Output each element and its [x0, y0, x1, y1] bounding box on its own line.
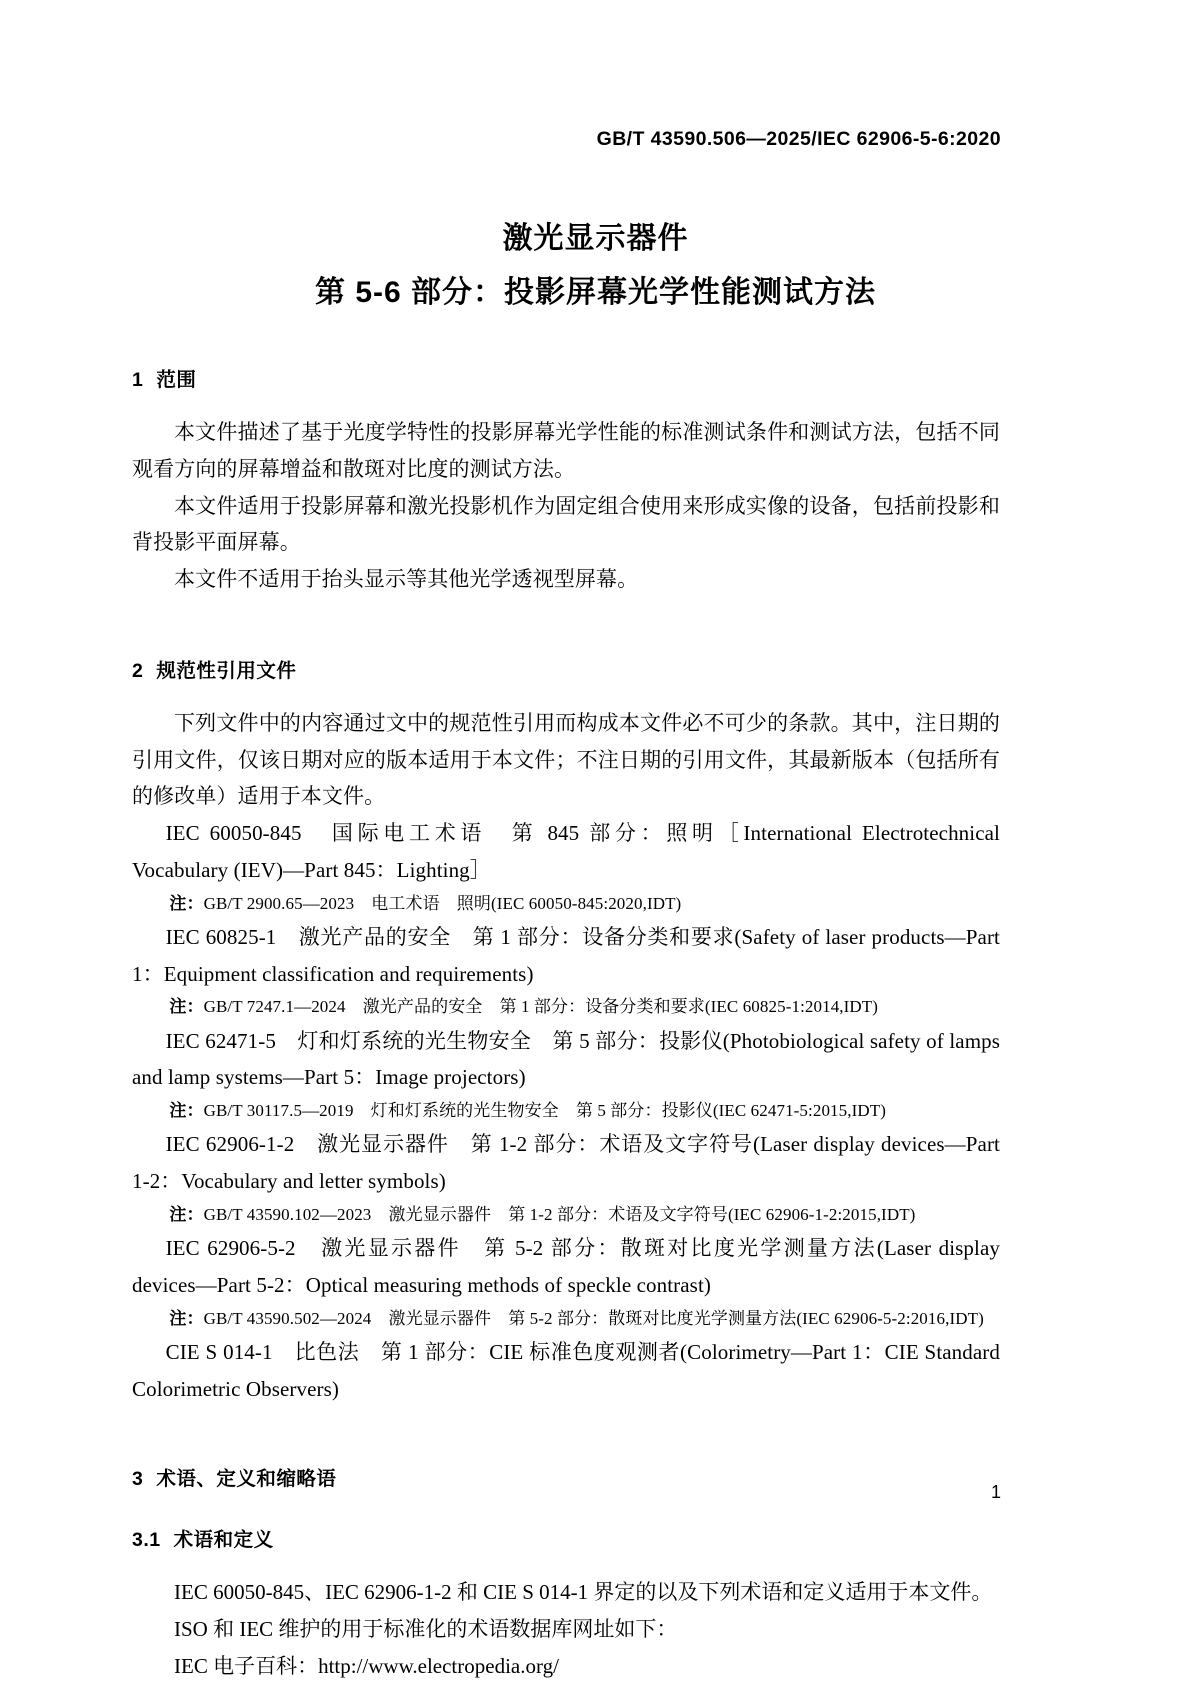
document-title-part: 第 5-6 部分：投影屏幕光学性能测试方法 — [314, 276, 877, 309]
reference-note — [132, 889, 1000, 919]
reference-note — [132, 1304, 1000, 1334]
section-number-3: 3 — [132, 1468, 144, 1491]
section-number-2: 2 — [132, 659, 144, 682]
section-heading-scope — [132, 364, 1000, 392]
reference-entry: CIE S 014-1 比色法 第 1 部分：CIE 标准色度观测者(Colorimetry—Part 1：CIE Standard Colorimetric Observers) — [132, 1339, 1000, 1401]
reference-entry: IEC 62471-5 灯和灯系统的光生物安全 第 5 部分：投影仪(Photobiological safety of lamps and lamp systems—Part 5：Image projectors) — [132, 1028, 1000, 1090]
terms-paragraph-1: IEC 60050-845、IEC 62906-1-2 和 CIE S 014-1 界定的以及下列术语和定义适用于本文件。 — [174, 1580, 993, 1605]
reference-note — [132, 1096, 1000, 1126]
section-heading-terms-definitions — [132, 1524, 1000, 1552]
reference-note-text: GB/T 43590.502—2024 激光显示器件 第 5-2 部分：散斑对比度光学测量方法(IEC 62906-5-2:2016,IDT) — [203, 1308, 984, 1328]
reference-note-text: GB/T 30117.5—2019 灯和灯系统的光生物安全 第 5 部分：投影仪(IEC 62471-5:2015,IDT) — [203, 1101, 886, 1120]
title-block — [0, 216, 1191, 315]
reference-note — [132, 1200, 1000, 1230]
reference-entry: IEC 62906-1-2 激光显示器件 第 1-2 部分：术语及文字符号(Laser display devices—Part 1-2：Vocabulary and letter symbols) — [132, 1132, 1000, 1193]
note-label: 注： — [169, 1308, 204, 1328]
scope-paragraph-2: 本文件适用于投影屏幕和激光投影机作为固定组合使用来形成实像的设备，包括前投影和背投影平面屏幕。 — [132, 493, 1000, 555]
reference-note-text: GB/T 7247.1—2024 激光产品的安全 第 1 部分：设备分类和要求(IEC 60825-1:2014,IDT) — [203, 997, 879, 1017]
scope-paragraph-3: 本文件不适用于抬头显示等其他光学透视型屏幕。 — [174, 567, 639, 591]
terms-paragraph-2: ISO 和 IEC 维护的用于标准化的术语数据库网址如下： — [174, 1617, 678, 1641]
note-label: 注： — [169, 1101, 204, 1120]
scope-paragraphs — [132, 414, 1000, 598]
running-header-standard-number: GB/T 43590.506—2025/IEC 62906-5-6:2020 — [596, 128, 1001, 150]
note-label: 注： — [169, 893, 204, 913]
document-title-main: 激光显示器件 — [502, 222, 689, 255]
terms-paragraphs — [132, 1574, 1000, 1684]
page-number: 1 — [990, 1482, 1001, 1502]
reference-entry: IEC 60825-1 激光产品的安全 第 1 部分：设备分类和要求(Safety of laser products—Part 1：Equipment classification and requirements) — [132, 924, 1000, 986]
reference-entry: IEC 60050-845 国际电工术语 第 845 部分：照明［International Electrotechnical Vocabulary (IEV)—Part 845：Lighting］ — [132, 821, 1000, 882]
reference-note-text: GB/T 2900.65—2023 电工术语 照明(IEC 60050-845:2020,IDT) — [203, 893, 682, 913]
section-label-normative-references: 规范性引用文件 — [156, 659, 297, 682]
scope-paragraph-1: 本文件描述了基于光度学特性的投影屏幕光学性能的标准测试条件和测试方法，包括不同观看方向的屏幕增益和散斑对比度的测试方法。 — [132, 420, 1000, 481]
section-label-terms-definitions: 术语和定义 — [173, 1529, 274, 1552]
section-label-terms: 术语、定义和缩略语 — [156, 1468, 337, 1491]
section-number-3-1: 3.1 — [132, 1529, 161, 1552]
terms-paragraph-3: IEC 电子百科：http://www.electropedia.org/ — [174, 1653, 559, 1678]
section-heading-terms — [132, 1463, 1000, 1491]
section-heading-normative-references — [132, 655, 1000, 683]
note-label: 注： — [169, 1204, 204, 1224]
normative-references-intro: 下列文件中的内容通过文中的规范性引用而构成本文件必不可少的条款。其中，注日期的引用文件，仅该日期对应的版本适用于本文件；不注日期的引用文件，其最新版本（包括所有的修改单）适用于本文件。 — [132, 710, 1000, 809]
reference-entry: IEC 62906-5-2 激光显示器件 第 5-2 部分：散斑对比度光学测量方法(Laser display devices—Part 5-2：Optical measuring methods of speckle contrast) — [132, 1236, 1000, 1297]
note-label: 注： — [169, 997, 204, 1017]
document-body — [132, 352, 1000, 1685]
reference-note — [132, 992, 1000, 1022]
normative-references-block — [132, 705, 1000, 1408]
reference-note-text: GB/T 43590.102—2023 激光显示器件 第 1-2 部分：术语及文字符号(IEC 62906-1-2:2015,IDT) — [203, 1204, 916, 1224]
section-number-1: 1 — [132, 369, 144, 391]
section-label-scope: 范围 — [156, 369, 197, 391]
